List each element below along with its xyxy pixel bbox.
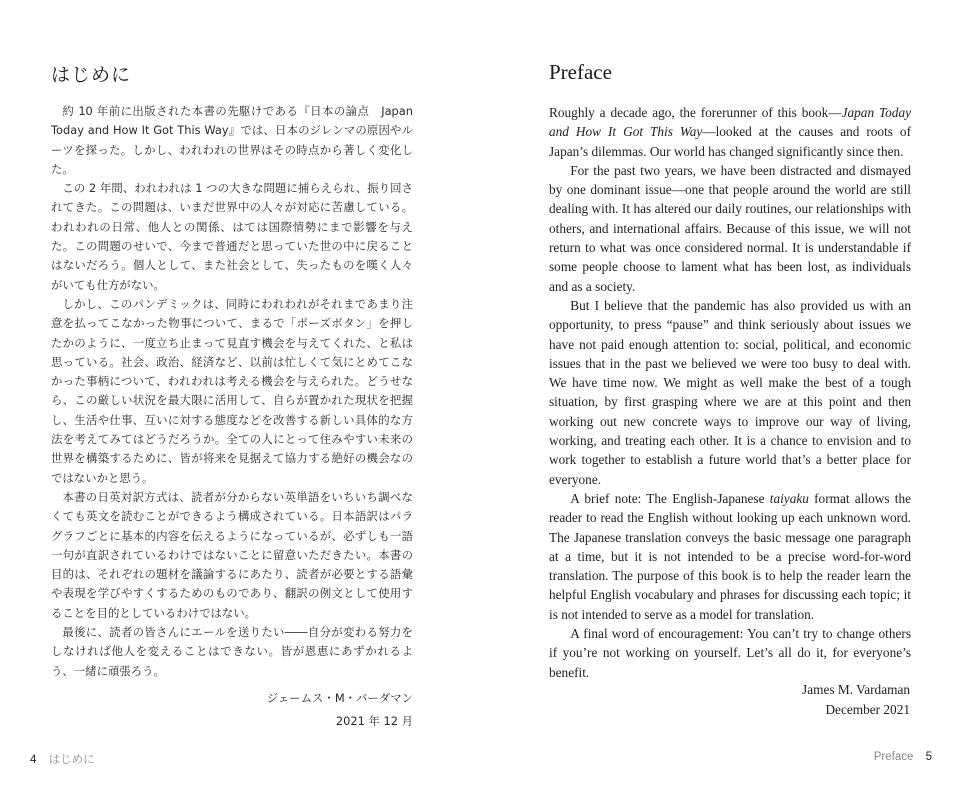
date-english: December 2021	[825, 701, 910, 717]
taiyaku-italic: taiyaku	[769, 490, 809, 506]
english-signature	[802, 680, 910, 719]
page-number-left: 4	[30, 754, 37, 766]
jp-paragraph: この 2 年間、われわれは 1 つの大きな問題に捕らえられ、振り回されてきた。この問題は、いまだ世界中の人々が対応に苦慮している。われわれの日常、他人との関係、はては国際情勢にまで影響を与えた。この問題のせいで、今まで普通だと思っていた世の中に戻ることはないだろう。個人として、また社会として、失ったものを嘆く人々がいても仕方がない。	[51, 181, 413, 292]
en-paragraph: Roughly a decade ago, the forerunner of this book—Japan Today and How It Got This Way—looked at the causes and roots of Japan’s dilemmas. Our world has changed significantly since then.	[549, 105, 911, 159]
running-head-right: Preface	[873, 751, 914, 763]
running-head-left: はじめに	[48, 754, 95, 766]
english-body	[549, 103, 911, 682]
japanese-signature	[267, 687, 413, 733]
page-number-right: 5	[925, 751, 932, 763]
book-title-italic: Japan Today and How It Got This Way	[549, 105, 911, 140]
page-title-english: Preface	[549, 60, 612, 84]
page-title-japanese: はじめに	[51, 64, 132, 86]
japanese-body	[51, 102, 413, 681]
en-paragraph: A brief note: The English-Japanese taiyaku format allows the reader to read the English without looking up each unknown word. The Japanese translation conveys the basic message one paragraph at a time, but it is not intended to be a precise word-for-word translation. The purpose of this book is to help the reader learn the helpful English vocabulary and phrases for discussing each topic; it is not intended to serve as a model for translation.	[549, 490, 911, 622]
right-footer	[874, 751, 932, 763]
jp-paragraph: しかし、このパンデミックは、同時にわれわれがそれまであまり注意を払ってこなかった物事について、まるで「ポーズボタン」を押したかのように、一度立ち止まって見直す機会を与えてくれた、と私は思っている。社会、政治、経済など、以前は忙しくて気にとめてこなかった事柄について、われわれは考える機会を与えられた。どうせなら、この厳しい状況を最大限に活用して、自らが置かれた現状を把握し、生活や仕事、互いに対する態度などを改善する新しい具体的な方法を考えてみてはどうだろうか。全ての人にとって住みやすい未来の世界を構築するために、皆が将来を見据えて協力する絶好の機会なのではないかと思う。	[51, 296, 413, 485]
en-paragraph: A final word of encouragement: You can’t try to change others if you’re not working on yourself. Let’s all do it, for everyone’s benefit.	[549, 626, 911, 680]
jp-paragraph: 約 10 年前に出版された本書の先駆けである『日本の論点 Japan Today and How It Got This Way』では、日本のジレンマの原因やルーツを探った。しかし、われわれの世界はその時点から著しく変化した。	[51, 104, 413, 176]
author-name-japanese: ジェームス・M・バーダマン	[266, 691, 413, 705]
en-paragraph: For the past two years, we have been distracted and dismayed by one dominant issue—one that people around the world are still dealing with. It has altered our daily routines, our relationships with others, and international affairs. Because of this issue, we will not return to what was once considered normal. It is understandable if some people choose to lament what has been lost, as individuals and as a society.	[549, 162, 911, 294]
en-paragraph: But I believe that the pandemic has also provided us with an opportunity, to press “pause” and think seriously about issues we have not paid enough attention to: social, political, and economic issues that in the past we believed we were too busy to deal with. We have time now. We might as well make the best of a tough situation, by first grasping where we are at this point and then working out new concrete ways to improve our way of living, working, and treating each other. It is a chance to envision and to work together to establish a future world that’s a better place for everyone.	[549, 297, 911, 487]
date-japanese: 2021 年 12 月	[335, 714, 413, 728]
author-name-english: James M. Vardaman	[802, 682, 910, 697]
jp-paragraph: 本書の日英対訳方式は、読者が分からない英単語をいちいち調べなくても英文を読むことができるよう構成されている。日本語訳はパラグラフごとに基本的内容を伝えるようになっているが、必ずしも一語一句が直訳されているわけではないことに留意いただきたい。本書の目的は、それぞれの題材を議論するにあたり、読者が必要とする語彙や表現を学びやすくするためのものであり、翻訳の例文として使用することを目的としているわけではない。	[51, 489, 413, 620]
left-footer	[30, 751, 95, 767]
right-page	[481, 0, 962, 800]
jp-paragraph: 最後に、読者の皆さんにエールを送りたい――自分が変わる努力をしなければ他人を変えることはできない。皆が恩恵にあずかれるよう、一緒に頑張ろう。	[51, 625, 413, 678]
